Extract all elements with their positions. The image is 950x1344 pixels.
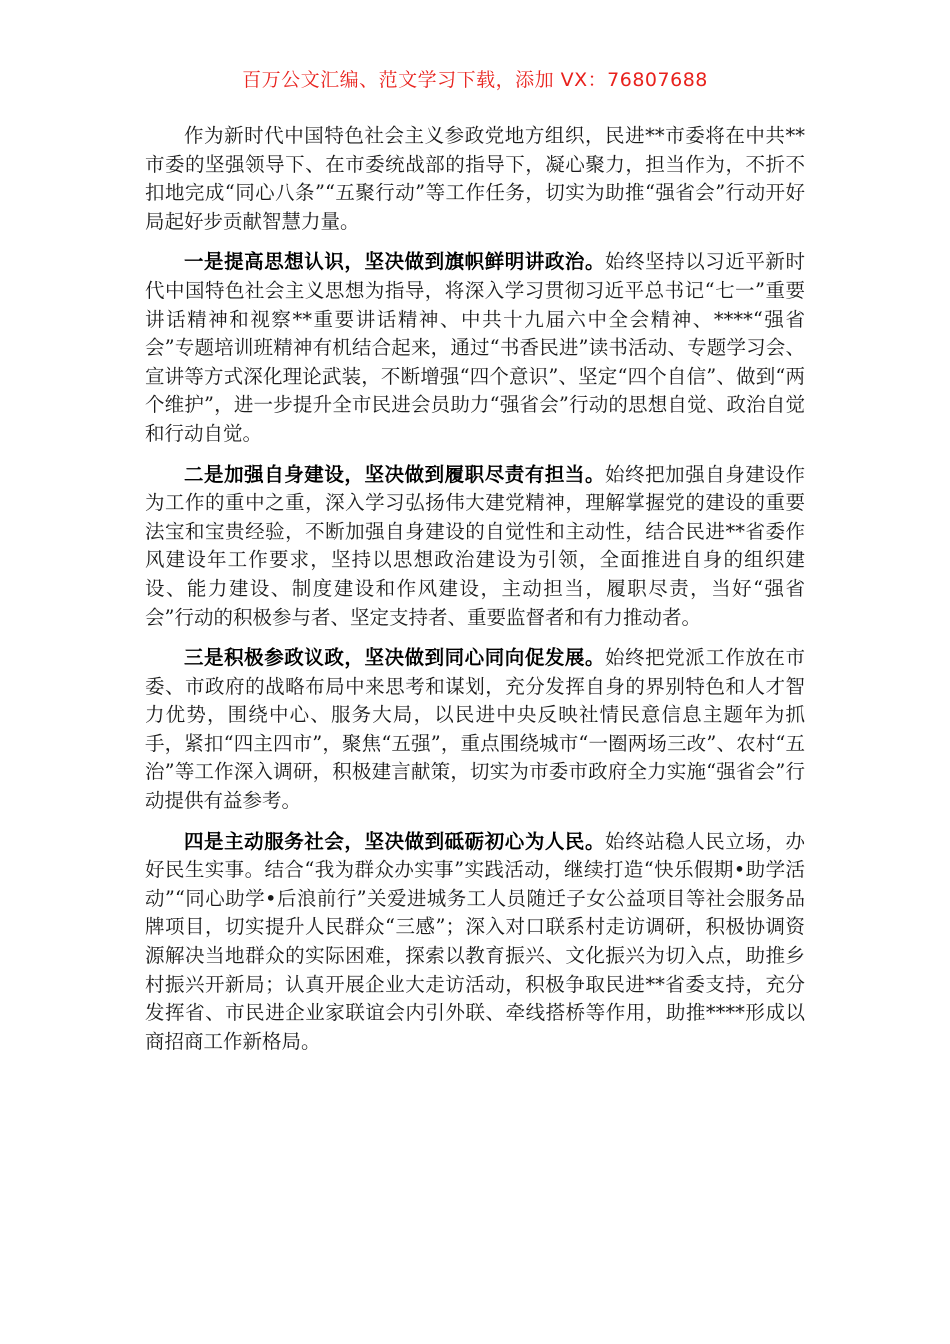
paragraph-4 xyxy=(145,828,805,1057)
paragraph-heading: 三是积极参政议政，坚决做到同心同向促发展。 xyxy=(184,646,606,670)
paragraph-text: 始终把党派工作放在市委、市政府的战略布局中来思考和谋划，充分发挥自身的界别特色和人才智力优势，围绕中心、服务大局，以民进中央反映社情民意信息主题年为抓手，紧扣“四主四市”，聚焦“五强”，重点围绕城市“一圈两场三改”、农村“五治”等工作深入调研，积极建言献策，切实为市委市政府全力实施“强省会”行动提供有益参考。 xyxy=(145,646,805,813)
paragraph-text: 始终把加强自身建设作为工作的重中之重，深入学习弘扬伟大建党精神，理解掌握党的建设的重要法宝和宝贵经验，不断加强自身建设的自觉性和主动性，结合民进**省委作风建设年工作要求，坚持以思想政治建设为引领，全面推进自身的组织建设、能力建设、制度建设和作风建设，主动担当，履职尽责，当好“强省会”行动的积极参与者、坚定支持者、重要监督者和有力推动者。 xyxy=(145,462,805,629)
paragraph-text: 始终站稳人民立场，办好民生实事。结合“我为群众办实事”实践活动，继续打造“快乐假期•助学活动”“同心助学•后浪前行”关爱进城务工人员随迁子女公益项目等社会服务品牌项目，切实提升人民群众“三感”；深入对口联系村走访调研，积极协调资源解决当地群众的实际困难，探索以教育振兴、文化振兴为切入点，助推乡村振兴开新局；认真开展企业大走访活动，积极争取民进**省委支持，充分发挥省、市民进企业家联谊会内引外联、牵线搭桥等作用，助推****形成以商招商工作新格局。 xyxy=(145,829,805,1053)
paragraph-1 xyxy=(145,248,805,448)
paragraph-heading: 一是提高思想认识，坚决做到旗帜鲜明讲政治。 xyxy=(184,250,606,274)
paragraph-3 xyxy=(145,644,805,816)
paragraph-text: 作为新时代中国特色社会主义参政党地方组织，民进**市委将在中共**市委的坚强领导下、在市委统战部的指导下，凝心聚力，担当作为，不折不扣地完成“同心八条”“五聚行动”等工作任务，切实为助推“强省会”行动开好局起好步贡献智慧力量。 xyxy=(145,124,805,233)
paragraph-intro xyxy=(145,122,805,236)
document-body xyxy=(145,122,805,1068)
watermark-banner: 百万公文汇编、范文学习下载，添加 VX：76807688 xyxy=(242,69,708,91)
paragraph-heading: 二是加强自身建设，坚决做到履职尽责有担当。 xyxy=(184,462,606,486)
paragraph-heading: 四是主动服务社会，坚决做到砥砺初心为人民。 xyxy=(184,829,606,853)
paragraph-2 xyxy=(145,461,805,633)
paragraph-text: 始终坚持以习近平新时代中国特色社会主义思想为指导，将深入学习贯彻习近平总书记“七一”重要讲话精神和视察**重要讲话精神、中共十九届六中全会精神、****“强省会”专题培训班精神有机结合起来，通过“书香民进”读书活动、专题学习会、宣讲等方式深化理论武装，不断增强“四个意识”、坚定“四个自信”、做到“两个维护”，进一步提升全市民进会员助力“强省会”行动的思想自觉、政治自觉和行动自觉。 xyxy=(145,250,805,445)
